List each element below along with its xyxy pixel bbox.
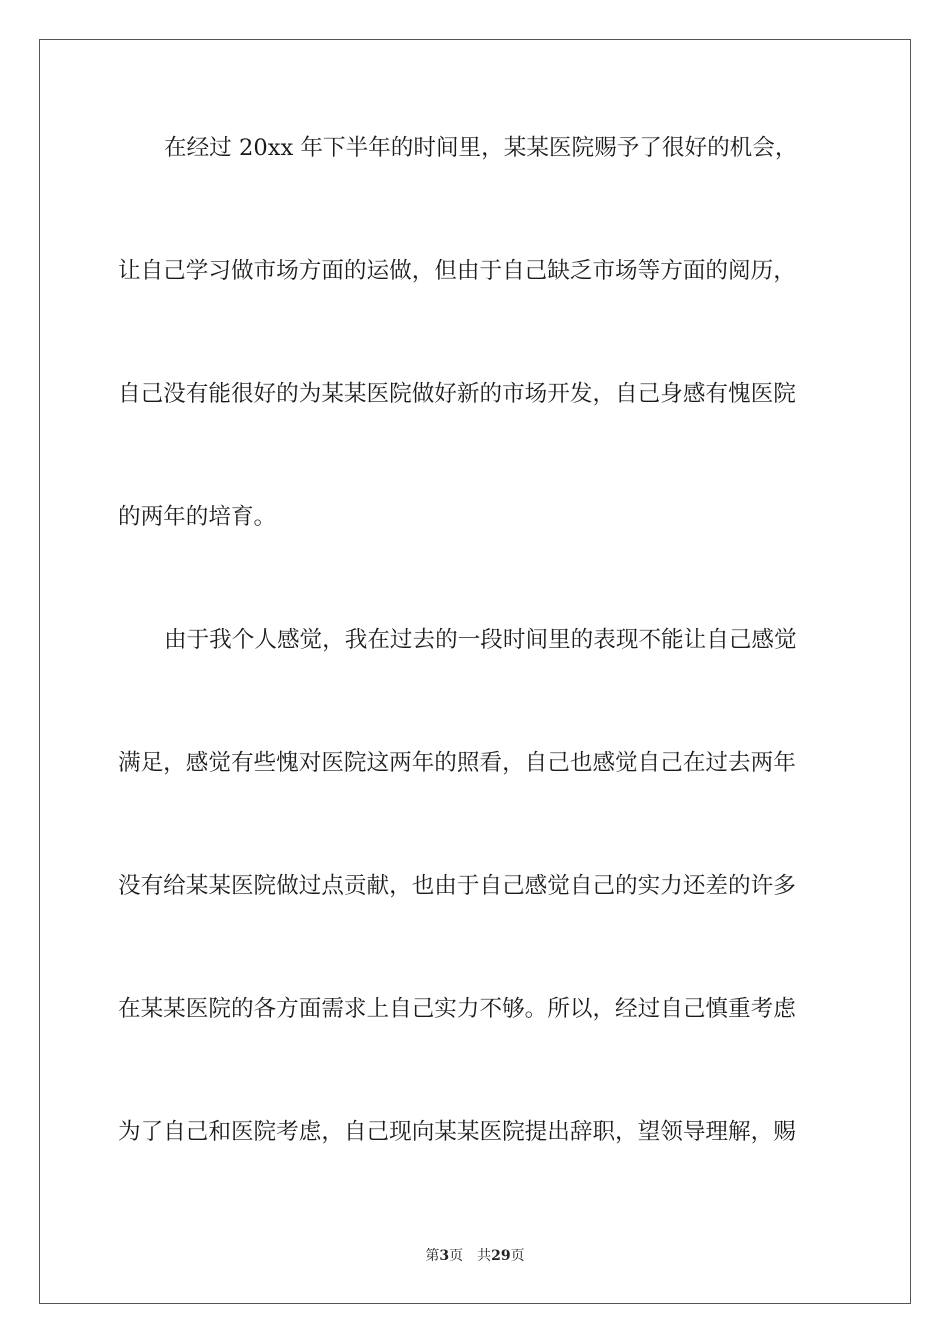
total-label-suffix: 页: [510, 1248, 525, 1264]
page-border: [39, 39, 911, 1304]
total-pages: 29: [491, 1248, 511, 1264]
paragraph-1-line-3: 自己没有能很好的为某某医院做好新的市场开发，自己身感有愧医院: [118, 381, 796, 407]
paragraph-2-line-3: 没有给某某医院做过点贡献，也由于自己感觉自己的实力还差的许多: [118, 873, 796, 899]
paragraph-2-line-2: 满足，感觉有些愧对医院这两年的照看，自己也感觉自己在过去两年: [118, 750, 796, 776]
paragraph-2-line-4: 在某某医院的各方面需求上自己实力不够。所以，经过自己慎重考虑: [118, 996, 796, 1022]
paragraph-1-line-1: 在经过 20xx 年下半年的时间里，某某医院赐予了很好的机会，: [164, 135, 798, 161]
page-label-suffix: 页: [449, 1248, 464, 1264]
total-label-prefix: 共: [477, 1248, 492, 1264]
page-footer: [0, 1247, 950, 1265]
page-label-prefix: 第: [425, 1248, 440, 1264]
paragraph-2-line-1: 由于我个人感觉，我在过去的一段时间里的表现不能让自己感觉: [164, 627, 797, 653]
page-number: 3: [439, 1248, 450, 1264]
paragraph-1-line-2: 让自己学习做市场方面的运做，但由于自己缺乏市场等方面的阅历，: [118, 258, 796, 284]
paragraph-2-line-5: 为了自己和医院考虑，自己现向某某医院提出辞职，望领导理解，赐: [118, 1119, 796, 1145]
paragraph-1-line-4: 的两年的培育。: [118, 504, 277, 530]
